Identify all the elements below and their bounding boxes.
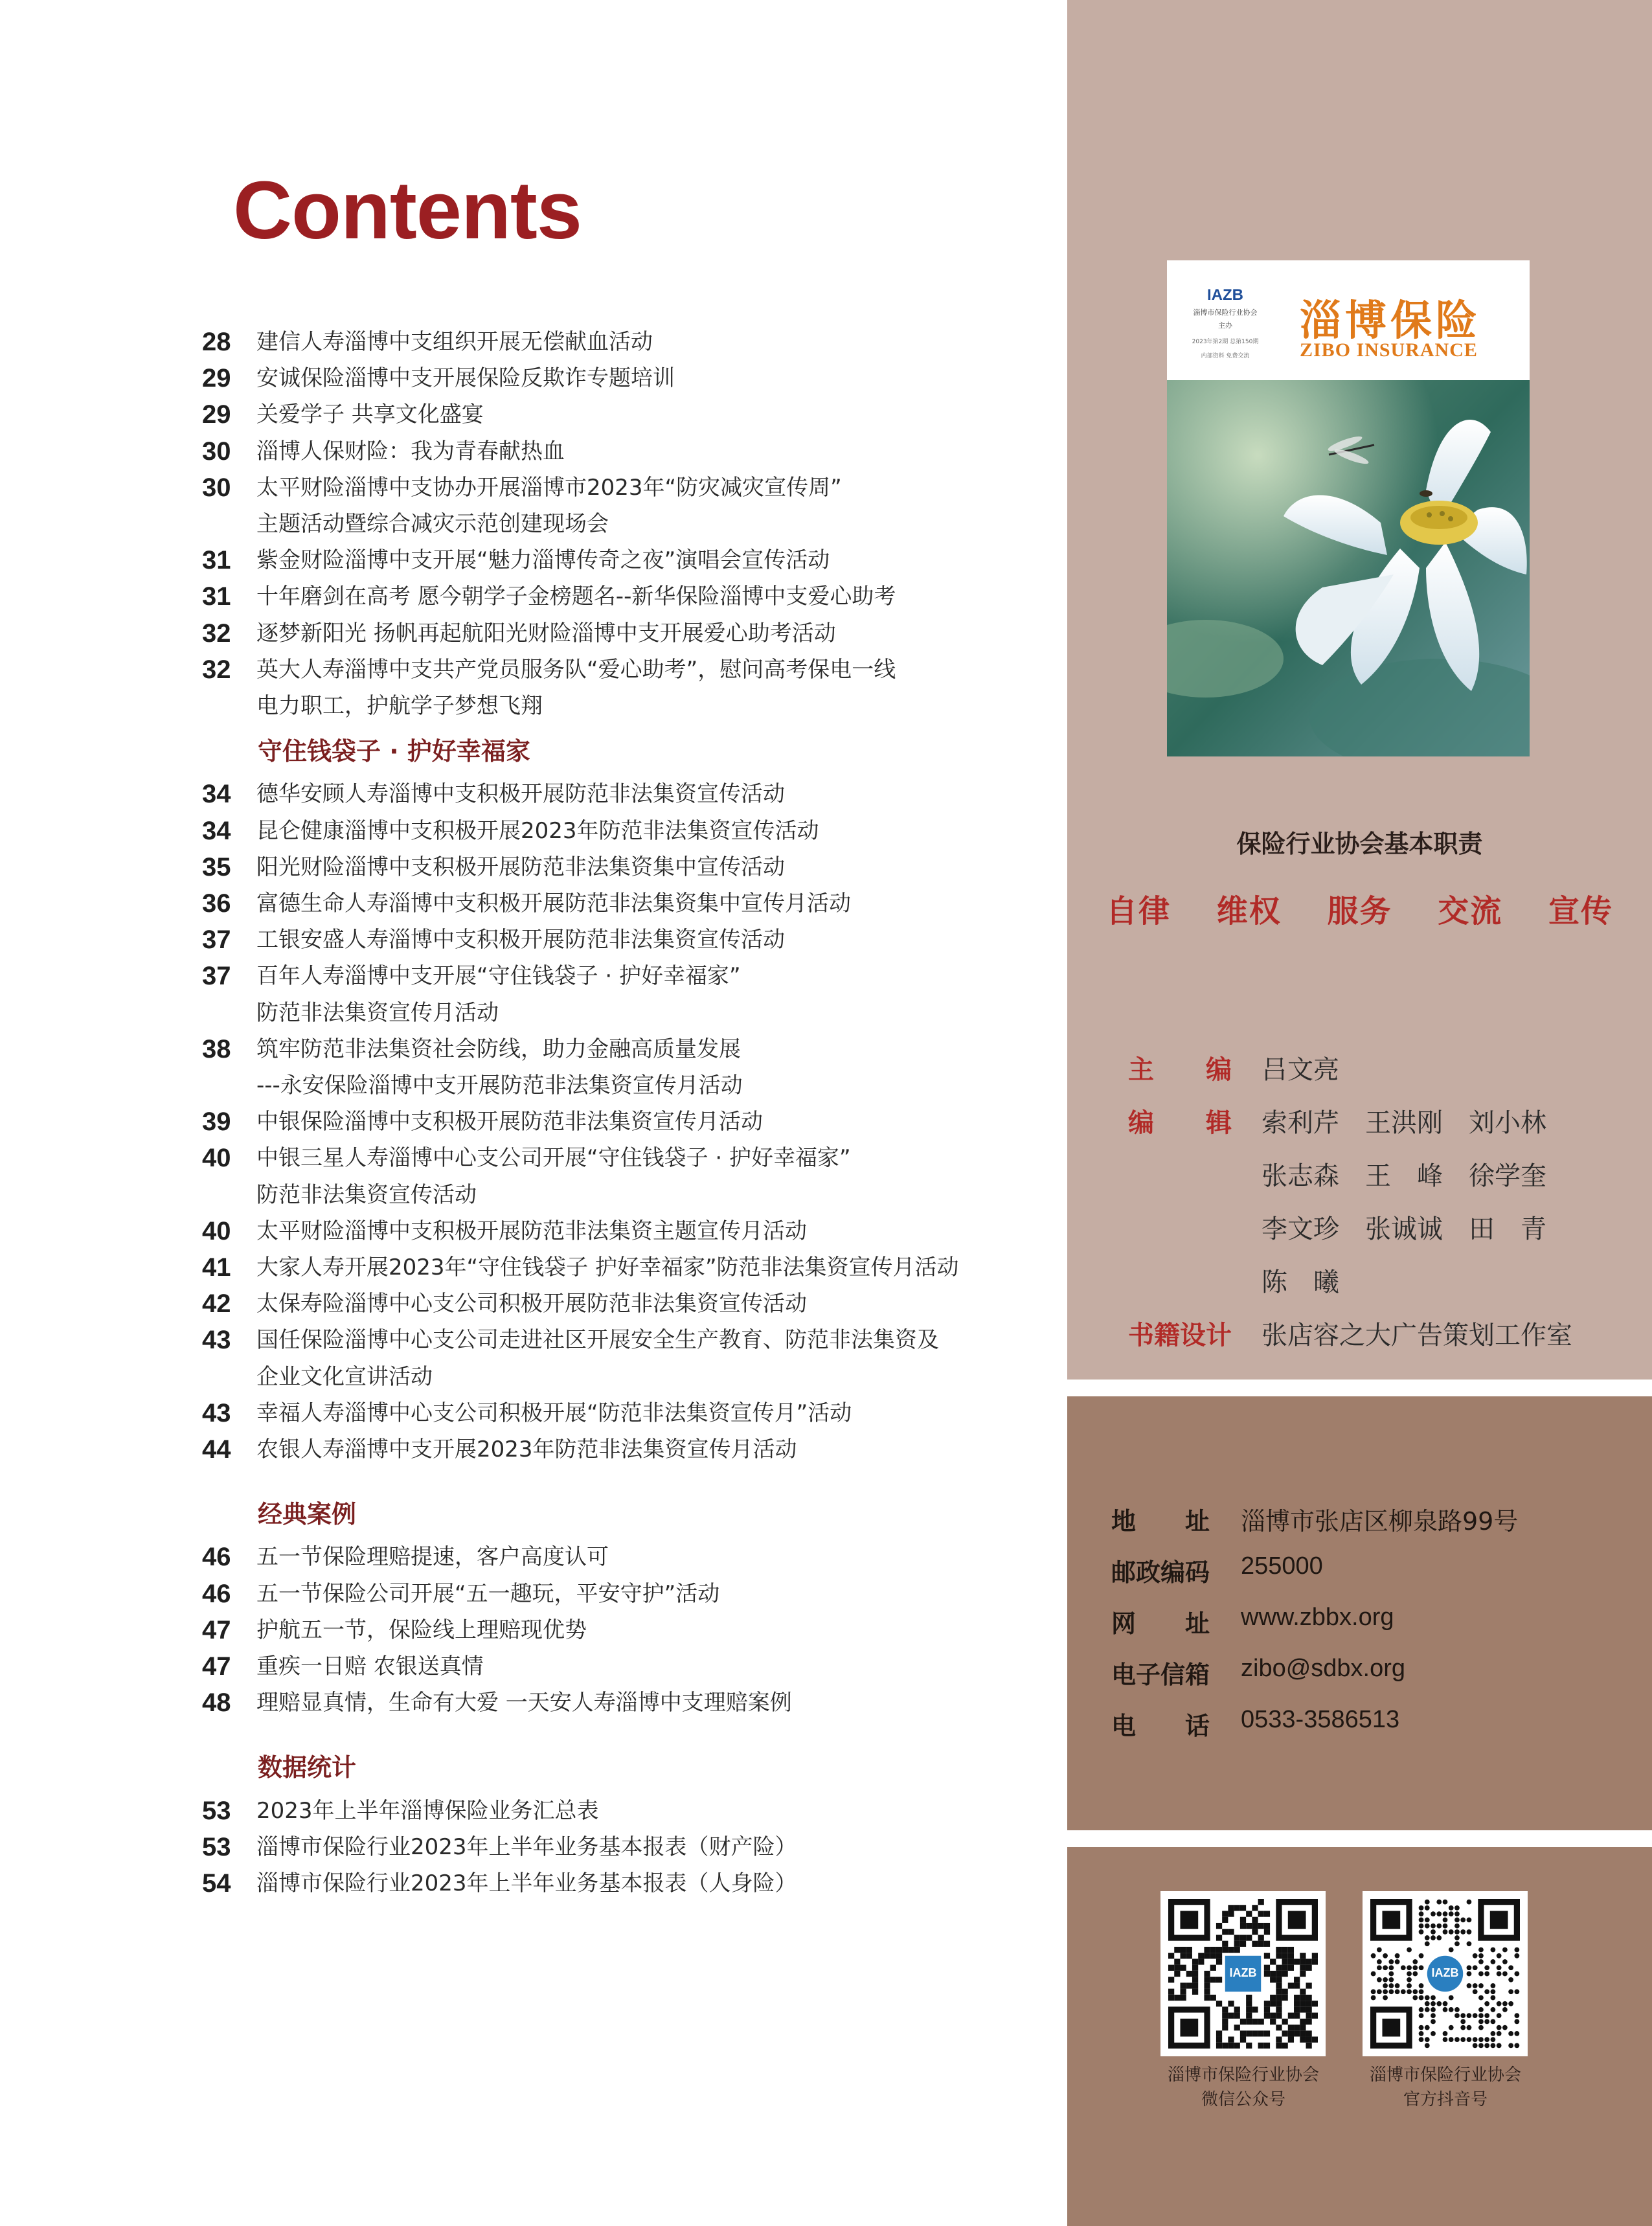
toc-page-number: 28 — [202, 328, 231, 356]
staff-editors-row: 索利芹 王洪刚 刘小林 — [1262, 1108, 1546, 1138]
page-title: Contents — [233, 165, 582, 256]
staff-editors-row: 张志森 王 峰 徐学奎 — [1262, 1161, 1546, 1191]
contact-label-address: 地 址 — [1111, 1507, 1210, 1536]
magazine-cover — [1167, 260, 1530, 756]
toc-entry-title[interactable]: 中银三星人寿淄博中心支公司开展“守住钱袋子 · 护好幸福家” — [256, 1145, 851, 1172]
toc-entry-title[interactable]: 安诚保险淄博中支开展保险反欺诈专题培训 — [256, 365, 675, 392]
section-heading: 守住钱袋子 · 护好幸福家 — [258, 737, 530, 766]
toc-entry-title[interactable]: 2023年上半年淄博保险业务汇总表 — [256, 1797, 599, 1824]
cover-issue: 2023年第2期 总第150期 — [1192, 339, 1259, 345]
toc-page-number: 41 — [202, 1253, 231, 1282]
toc-page-number: 48 — [202, 1688, 231, 1718]
cover-title: 淄博保险 — [1300, 297, 1481, 345]
staff-label-design: 书籍设计 — [1128, 1321, 1232, 1350]
toc-page-number: 31 — [202, 582, 231, 611]
duty-item: 宣传 — [1548, 893, 1613, 929]
contact-label-phone: 电 话 — [1111, 1712, 1210, 1740]
contact-label-postcode: 邮政编码 — [1111, 1558, 1210, 1587]
toc-entry-continuation[interactable]: 防范非法集资宣传活动 — [256, 1181, 477, 1208]
duties-title: 保险行业协会基本职责 — [1236, 829, 1483, 858]
toc-page-number: 46 — [202, 1579, 231, 1608]
qr-caption-type: 微信公众号 — [1201, 2090, 1285, 2109]
toc-entry-title[interactable]: 工银安盛人寿淄博中支积极开展防范非法集资宣传活动 — [256, 927, 785, 953]
cover-header — [1167, 260, 1530, 380]
qr-center-logo: IAZB — [1431, 1966, 1459, 1980]
toc-page-number: 54 — [202, 1869, 231, 1898]
staff-label-chief-editor: 主 编 — [1128, 1055, 1232, 1085]
duty-item: 自律 — [1106, 893, 1171, 929]
qr-code-icon — [1160, 1891, 1326, 2056]
qr-code-icon — [1363, 1891, 1528, 2056]
toc-entry-continuation[interactable]: 主题活动暨综合减灾示范创建现场会 — [256, 511, 609, 537]
section-heading: 数据统计 — [258, 1753, 357, 1782]
toc-page-number: 47 — [202, 1615, 231, 1644]
toc-entry-title[interactable]: 富德生命人寿淄博中支积极开展防范非法集资集中宣传月活动 — [256, 891, 851, 916]
toc-page-number: 43 — [202, 1326, 231, 1355]
toc-entry-title[interactable]: 筑牢防范非法集资社会防线，助力金融高质量发展 — [256, 1036, 741, 1062]
staff-editors-row: 李文珍 张诚诚 田 青 — [1262, 1214, 1546, 1244]
contact-postcode: 255000 — [1241, 1552, 1323, 1580]
cover-host: 主办 — [1218, 321, 1232, 330]
toc-entry-title[interactable]: 理赔显真情，生命有大爱 一天安人寿淄博中支理赔案例 — [256, 1690, 792, 1716]
section-heading: 经典案例 — [258, 1500, 357, 1529]
toc-page-number: 43 — [202, 1398, 231, 1427]
toc-page-number: 37 — [202, 926, 231, 955]
duty-item: 服务 — [1327, 893, 1392, 929]
toc-entry-title[interactable]: 护航五一节，保险线上理赔现优势 — [256, 1617, 587, 1643]
cover-note: 内部资料 免费交流 — [1201, 353, 1250, 359]
qr-center-logo: IAZB — [1229, 1966, 1257, 1980]
qr-caption-org: 淄博市保险行业协会 — [1167, 2065, 1319, 2085]
toc-entry-title[interactable]: 关爱学子 共享文化盛宴 — [256, 402, 484, 428]
wechat-qr-code[interactable] — [1160, 1891, 1326, 2056]
toc-entry-title[interactable]: 十年磨剑在高考 愿今朝学子金榜题名--新华保险淄博中支爱心助考 — [256, 584, 896, 610]
toc-page-number: 34 — [202, 816, 231, 845]
toc-page-number: 29 — [202, 364, 231, 393]
toc-page-number: 40 — [202, 1216, 231, 1245]
staff-chief-editor: 吕文亮 — [1262, 1055, 1339, 1085]
toc-page-number: 53 — [202, 1796, 231, 1825]
toc-entry-title[interactable]: 百年人寿淄博中支开展“守住钱袋子 · 护好幸福家” — [256, 963, 741, 990]
toc-page-number: 35 — [202, 852, 231, 881]
contact-website[interactable]: www.zbbx.org — [1241, 1604, 1394, 1631]
toc-entry-title[interactable]: 太平财险淄博中支协办开展淄博市2023年“防灾减灾宣传周” — [256, 474, 842, 501]
toc-entry-title[interactable]: 农银人寿淄博中支开展2023年防范非法集资宣传月活动 — [256, 1437, 797, 1462]
toc-entry-title[interactable]: 逐梦新阳光 扬帆再起航阳光财险淄博中支开展爱心助考活动 — [256, 620, 836, 646]
toc-page-number: 36 — [202, 889, 231, 918]
toc-page-number: 34 — [202, 780, 231, 809]
duty-item: 交流 — [1438, 893, 1503, 929]
toc-entry-title[interactable]: 五一节保险理赔提速，客户高度认可 — [256, 1544, 609, 1571]
toc-page-number: 46 — [202, 1543, 231, 1572]
toc-page-number: 30 — [202, 473, 231, 502]
qr-caption-org: 淄博市保险行业协会 — [1369, 2065, 1521, 2085]
toc-entry-title[interactable]: 昆仑健康淄博中支积极开展2023年防范非法集资宣传活动 — [256, 817, 819, 844]
toc-page-number: 32 — [202, 619, 231, 648]
toc-entry-title[interactable]: 太平财险淄博中支积极开展防范非法集资主题宣传月活动 — [256, 1218, 807, 1244]
toc-page-number: 40 — [202, 1144, 231, 1173]
toc-entry-title[interactable]: 淄博人保财险：我为青春献热血 — [256, 438, 565, 464]
toc-entry-title[interactable]: 建信人寿淄博中支组织开展无偿献血活动 — [256, 329, 653, 355]
toc-entry-title[interactable]: 幸福人寿淄博中心支公司积极开展“防范非法集资宣传月”活动 — [256, 1400, 852, 1426]
toc-page-number: 30 — [202, 437, 231, 466]
toc-entry-title[interactable]: 太保寿险淄博中心支公司积极开展防范非法集资宣传活动 — [256, 1291, 807, 1317]
contact-phone: 0533-3586513 — [1241, 1706, 1400, 1733]
toc-page-number: 29 — [202, 400, 231, 429]
contact-label-email: 电子信箱 — [1111, 1661, 1210, 1689]
toc-page-number: 32 — [202, 655, 231, 684]
toc-entry-title[interactable]: 大家人寿开展2023年“守住钱袋子 护好幸福家”防范非法集资宣传月活动 — [256, 1255, 959, 1280]
toc-entry-title[interactable]: 德华安顾人寿淄博中支积极开展防范非法集资宣传活动 — [256, 781, 785, 808]
toc-entry-title[interactable]: 中银保险淄博中支积极开展防范非法集资宣传月活动 — [256, 1109, 763, 1135]
toc-page-number: 53 — [202, 1832, 231, 1861]
toc-page-number: 31 — [202, 546, 231, 575]
contact-label-website: 网 址 — [1111, 1609, 1210, 1638]
duties-list — [1067, 886, 1652, 931]
qr-caption-type: 官方抖音号 — [1403, 2090, 1488, 2109]
toc-page-number: 37 — [202, 962, 231, 991]
toc-entry-title[interactable]: 重疾一日赔 农银送真情 — [256, 1653, 484, 1679]
douyin-qr-code[interactable] — [1363, 1891, 1528, 2056]
duty-item: 维权 — [1216, 893, 1282, 929]
toc-entry-title[interactable]: 五一节保险公司开展“五一趣玩，平安守护”活动 — [256, 1580, 720, 1607]
toc-page-number: 39 — [202, 1107, 231, 1137]
lotus-photo — [1167, 380, 1530, 756]
toc-entry-title[interactable]: 淄博市保险行业2023年上半年业务基本报表（人身险） — [256, 1870, 797, 1896]
staff-editors-row: 陈 曦 — [1262, 1267, 1339, 1297]
contact-address: 淄博市张店区柳泉路99号 — [1241, 1507, 1519, 1536]
cover-subtitle: ZIBO INSURANCE — [1300, 339, 1478, 361]
toc-page-number: 44 — [202, 1435, 231, 1464]
toc-entry-title[interactable]: 紫金财险淄博中支开展“魅力淄博传奇之夜”演唱会宣传活动 — [256, 547, 830, 574]
toc-page-number: 47 — [202, 1652, 231, 1681]
right-panel-qr — [1067, 1847, 1652, 2226]
cover-publisher: 淄博市保险行业协会 — [1193, 308, 1258, 317]
toc-entry-title[interactable]: 国任保险淄博中心支公司走进社区开展安全生产教育、防范非法集资及 — [256, 1327, 939, 1354]
staff-label-editors: 编 辑 — [1128, 1108, 1232, 1138]
toc-entry-title[interactable]: 淄博市保险行业2023年上半年业务基本报表（财产险） — [256, 1834, 797, 1860]
toc-page-number: 42 — [202, 1289, 231, 1319]
toc-entry-continuation[interactable]: 电力职工，护航学子梦想飞翔 — [256, 693, 543, 719]
toc-entry-title[interactable]: 英大人寿淄博中支共产党员服务队“爱心助考”，慰问高考保电一线 — [256, 656, 896, 683]
toc-entry-continuation[interactable]: ---永安保险淄博中支开展防范非法集资宣传月活动 — [256, 1073, 743, 1098]
contact-email[interactable]: zibo@sdbx.org — [1241, 1655, 1406, 1682]
toc-page-number: 38 — [202, 1034, 231, 1063]
toc-entry-title[interactable]: 阳光财险淄博中支积极开展防范非法集资集中宣传活动 — [256, 854, 785, 880]
toc-entry-continuation[interactable]: 企业文化宣讲活动 — [256, 1363, 433, 1390]
cover-logo: IAZB — [1207, 286, 1243, 304]
toc-entry-continuation[interactable]: 防范非法集资宣传月活动 — [256, 999, 499, 1026]
staff-design: 张店容之大广告策划工作室 — [1262, 1321, 1572, 1350]
